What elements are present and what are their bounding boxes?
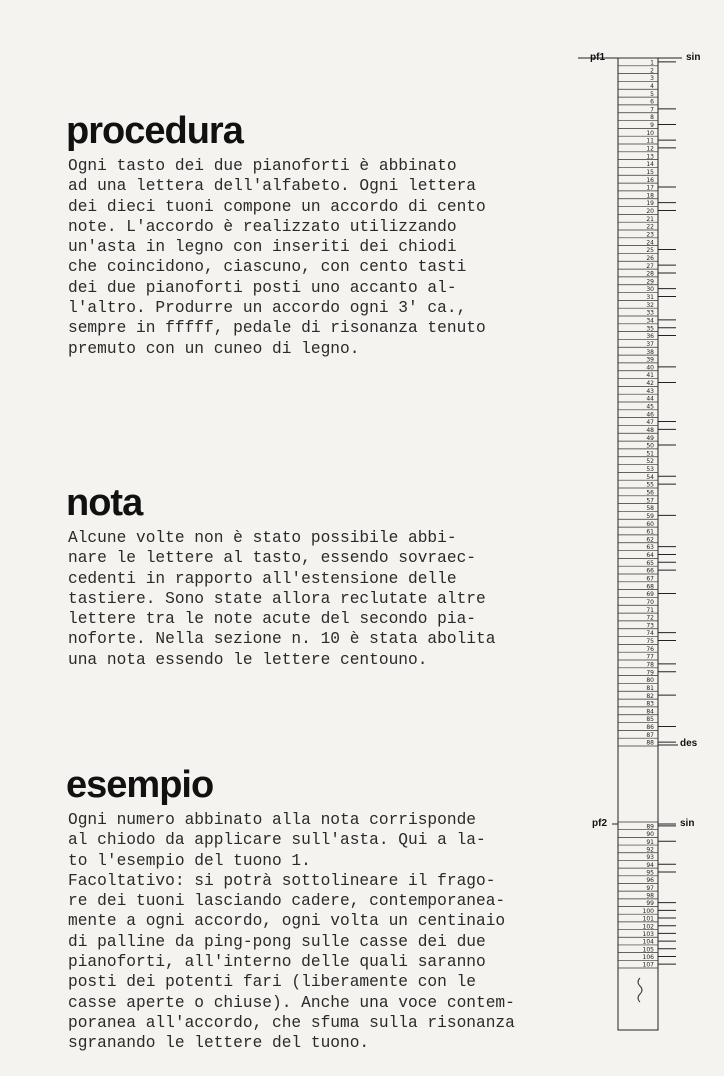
key-number: 107 [642,961,654,969]
key-number: 42 [646,380,654,388]
text-line: un'asta in legno con inseriti dei chiodi [68,238,457,257]
heading-procedura: procedura [66,110,243,152]
text-line: to l'esempio del tuono 1. [68,851,311,870]
text-line: sempre in fffff, pedale di risonanza tenuto [68,319,486,338]
key-number: 66 [646,567,654,575]
key-number: 9 [650,122,654,130]
key-number: 65 [646,559,654,567]
text-line: l'altro. Produrre un accordo ogni 3' ca., [68,299,467,318]
text-line: sgranando le lettere del tuono. [68,1034,370,1053]
text-line: note. L'accordo è realizzato utilizzando [68,217,457,236]
key-number: 7 [650,106,654,114]
key-number: 6 [650,98,654,106]
key-number: 55 [646,481,654,489]
heading-esempio: esempio [66,764,214,806]
key-number: 67 [646,575,654,583]
key-number: 71 [646,606,654,614]
key-number: 106 [642,954,654,962]
key-number: 1 [650,59,654,67]
key-number: 50 [646,442,654,450]
key-number: 43 [646,387,654,395]
key-number: 78 [646,661,654,669]
key-number: 70 [646,598,654,606]
key-number: 84 [646,708,654,716]
key-number: 90 [646,831,654,839]
key-number: 83 [646,700,654,708]
key-number: 53 [646,466,654,474]
key-number: 40 [646,364,654,372]
key-number: 92 [646,846,654,854]
sin-label-top: sin [686,52,701,63]
key-number: 75 [646,638,654,646]
key-number: 77 [646,653,654,661]
text-line: di palline da ping-pong sulle casse dei due [68,932,486,951]
key-number: 35 [646,325,654,333]
key-number: 100 [642,907,654,915]
key-number: 80 [646,677,654,685]
key-number: 79 [646,669,654,677]
key-number: 12 [646,145,654,153]
key-number: 72 [646,614,654,622]
key-number: 82 [646,692,654,700]
key-number: 91 [646,838,654,846]
key-number: 52 [646,458,654,466]
key-number: 96 [646,877,654,885]
key-number: 25 [646,247,654,255]
text-line: dei dieci tuoni compone un accordo di cento [68,197,486,216]
text-line: cedenti in rapporto all'estensione delle [68,569,457,588]
text-line: tastiere. Sono state allora reclutate altre [68,589,486,608]
key-number: 44 [646,395,654,403]
key-number: 32 [646,301,654,309]
heading-nota: nota [66,482,143,524]
key-number: 63 [646,544,654,552]
pf1-label: pf1 [590,52,605,63]
text-line: dei due pianoforti posti uno accanto al- [68,278,457,297]
key-number: 88 [646,739,654,747]
key-number: 61 [646,528,654,536]
key-number: 85 [646,716,654,724]
key-number: 93 [646,854,654,862]
key-number: 49 [646,434,654,442]
key-number: 21 [646,215,654,223]
key-number: 30 [646,286,654,294]
key-number: 89 [646,823,654,831]
key-number: 33 [646,309,654,317]
text-line: che coincidono, ciascuno, con cento tasti [68,258,467,277]
key-number: 14 [646,161,654,169]
key-number: 11 [646,137,654,145]
text-line: Ogni numero abbinato alla nota corrisponde [68,811,476,829]
key-number: 94 [646,861,654,869]
key-number: 81 [646,684,654,692]
key-number: 39 [646,356,654,364]
text-line: Alcune volte non è stato possibile abbi- [68,529,457,547]
key-number: 22 [646,223,654,231]
key-number: 60 [646,520,654,528]
text-line: pianoforti, all'interno delle quali saranno [68,953,486,972]
key-number: 62 [646,536,654,544]
key-number: 56 [646,489,654,497]
key-number: 13 [646,153,654,161]
key-number: 45 [646,403,654,411]
text-line: nare le lettere al tasto, essendo sovraec- [68,549,476,568]
key-number: 73 [646,622,654,630]
key-number: 74 [646,630,654,638]
key-number: 3 [650,75,654,83]
key-number: 36 [646,333,654,341]
text-line: al chiodo da applicare sull'asta. Qui a la- [68,831,486,850]
key-number: 26 [646,254,654,262]
key-number: 98 [646,892,654,900]
key-number: 102 [642,923,654,931]
text-line: casse aperte o chiuse). Anche una voce contem- [68,993,515,1012]
key-number: 99 [646,900,654,908]
key-number: 24 [646,239,654,247]
key-number: 23 [646,231,654,239]
key-number: 86 [646,724,654,732]
key-number: 2 [650,67,654,75]
key-number: 101 [642,915,654,923]
key-number: 48 [646,426,654,434]
key-number: 95 [646,869,654,877]
key-number: 68 [646,583,654,591]
key-number: 20 [646,208,654,216]
key-number: 34 [646,317,654,325]
key-number: 105 [642,946,654,954]
key-number: 17 [646,184,654,192]
key-number: 51 [646,450,654,458]
key-number: 69 [646,591,654,599]
key-number: 28 [646,270,654,278]
key-number: 57 [646,497,654,505]
text-line: Ogni tasto dei due pianoforti è abbinato [68,157,457,175]
key-number: 31 [646,294,654,302]
break-mark [638,978,642,1002]
key-number: 19 [646,200,654,208]
sin-label-bottom: sin [680,818,695,829]
pf2-label: pf2 [592,818,607,829]
text-line: una nota essendo le lettere centouno. [68,650,428,669]
key-number: 59 [646,512,654,520]
key-number: 46 [646,411,654,419]
key-number: 4 [650,82,654,90]
key-number: 5 [650,90,654,98]
key-number: 64 [646,552,654,560]
text-line: mente a ogni accordo, ogni volta un centinaio [68,912,506,931]
key-number: 16 [646,176,654,184]
key-number: 54 [646,473,654,481]
key-number: 37 [646,340,654,348]
key-number: 104 [642,938,654,946]
key-number: 76 [646,645,654,653]
key-number: 15 [646,168,654,176]
text-line: Facoltativo: si potrà sottolineare il frago- [68,871,496,890]
text-line: noforte. Nella sezione n. 10 è stata abolita [68,630,496,649]
key-number: 27 [646,262,654,270]
text-line: premuto con un cuneo di legno. [68,339,360,358]
key-number: 97 [646,884,654,892]
des-label: des [680,738,698,749]
key-number: 58 [646,505,654,513]
key-number: 18 [646,192,654,200]
text-line: lettere tra le note acute del secondo pia- [68,610,476,629]
key-number: 8 [650,114,654,122]
text-line: ad una lettera dell'alfabeto. Ogni lettera [68,177,476,196]
key-number: 47 [646,419,654,427]
text-line: re dei tuoni lasciando cadere, contemporanea- [68,892,506,911]
key-number: 10 [646,129,654,137]
text-line: posti dei potenti fari (liberamente con le [68,973,476,992]
key-number: 38 [646,348,654,356]
key-number: 87 [646,731,654,739]
key-number: 29 [646,278,654,286]
text-line: poranea all'accordo, che sfuma sulla risonanza [68,1013,515,1032]
key-number: 41 [646,372,654,380]
key-number: 103 [642,930,654,938]
